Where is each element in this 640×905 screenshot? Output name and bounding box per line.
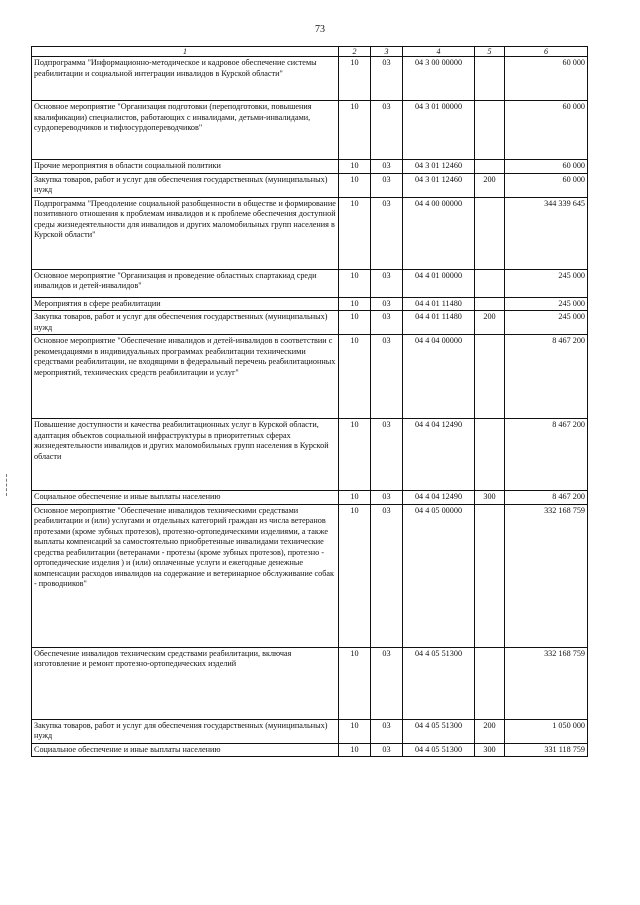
column-header: 3 (371, 47, 403, 57)
row-section: 10 (339, 57, 371, 101)
row-name: Основное мероприятие "Организация и проведение областных спартакиад среди инвалидов и детей-инвалидов" (32, 269, 339, 297)
row-amount: 344 339 645 (505, 197, 588, 269)
row-target-code: 04 3 01 12460 (403, 173, 475, 197)
row-section: 10 (339, 419, 371, 491)
row-expense-type: 300 (475, 491, 505, 505)
row-subsection: 03 (371, 504, 403, 647)
row-target-code: 04 4 01 00000 (403, 269, 475, 297)
row-amount: 332 168 759 (505, 647, 588, 719)
row-name: Прочие мероприятия в области социальной политики (32, 160, 339, 174)
row-expense-type (475, 160, 505, 174)
row-target-code: 04 4 01 11480 (403, 297, 475, 311)
row-target-code: 04 4 05 51300 (403, 719, 475, 743)
row-subsection: 03 (371, 311, 403, 335)
row-name: Мероприятия в сфере реабилитации (32, 297, 339, 311)
row-target-code: 04 4 00 00000 (403, 197, 475, 269)
row-amount: 60 000 (505, 160, 588, 174)
table-header-row (32, 47, 588, 57)
column-header: 5 (475, 47, 505, 57)
table-body (32, 57, 588, 757)
row-section: 10 (339, 197, 371, 269)
row-name: Социальное обеспечение и иные выплаты населению (32, 743, 339, 757)
row-amount: 245 000 (505, 311, 588, 335)
row-expense-type (475, 269, 505, 297)
row-amount: 8 467 200 (505, 419, 588, 491)
budget-table (31, 46, 588, 757)
table-row (32, 57, 588, 101)
column-header: 4 (403, 47, 475, 57)
row-name: Закупка товаров, работ и услуг для обеспечения государственных (муниципальных) нужд (32, 719, 339, 743)
row-subsection: 03 (371, 335, 403, 419)
row-name: Закупка товаров, работ и услуг для обеспечения государственных (муниципальных) нужд (32, 311, 339, 335)
row-section: 10 (339, 719, 371, 743)
table-row (32, 419, 588, 491)
row-target-code: 04 4 01 11480 (403, 311, 475, 335)
row-name: Подпрограмма "Преодоление социальной разобщенности в обществе и формирование позитивного отношения к проблемам инвалидов и к проблеме обеспечения доступной среды жизнедеятельности для инвалидов и других маломобильных групп населения в Курской области" (32, 197, 339, 269)
row-expense-type (475, 419, 505, 491)
row-subsection: 03 (371, 160, 403, 174)
row-amount: 245 000 (505, 269, 588, 297)
row-expense-type: 200 (475, 719, 505, 743)
row-name: Социальное обеспечение и иные выплаты населению (32, 491, 339, 505)
row-subsection: 03 (371, 297, 403, 311)
row-target-code: 04 3 01 12460 (403, 160, 475, 174)
table-row (32, 504, 588, 647)
row-section: 10 (339, 297, 371, 311)
row-target-code: 04 4 04 00000 (403, 335, 475, 419)
row-target-code: 04 4 05 51300 (403, 647, 475, 719)
table-row (32, 311, 588, 335)
row-expense-type (475, 57, 505, 101)
row-target-code: 04 4 04 12490 (403, 491, 475, 505)
table-row (32, 719, 588, 743)
row-name: Основное мероприятие "Организация подготовки (переподготовки, повышения квалификации) специалистов, работающих с инвалидами, детьми-инвалидами, сурдопереводчиков и тифлосурдопереводчиков" (32, 101, 339, 160)
table-row (32, 491, 588, 505)
row-section: 10 (339, 101, 371, 160)
page-number: 73 (315, 24, 325, 35)
row-section: 10 (339, 311, 371, 335)
column-header: 6 (505, 47, 588, 57)
row-expense-type (475, 647, 505, 719)
row-expense-type (475, 197, 505, 269)
row-amount: 60 000 (505, 101, 588, 160)
row-subsection: 03 (371, 743, 403, 757)
row-subsection: 03 (371, 491, 403, 505)
row-subsection: 03 (371, 419, 403, 491)
row-target-code: 04 3 00 00000 (403, 57, 475, 101)
row-expense-type (475, 101, 505, 160)
column-header: 2 (339, 47, 371, 57)
row-subsection: 03 (371, 101, 403, 160)
row-name: Основное мероприятие "Обеспечение инвалидов техническими средствами реабилитации и (или) услугами и отдельных категорий граждан из числа ветеранов протезами (кроме зубных протезов), протезно-ортопедическими изделиями, а также выплаты компенсаций за самостоятельно приобретенные инвалидами технические средства реабилитации (ветеранами - протезы (кроме зубных протезов), протезно - ортопедические изделия ) и (или) оплаченные услуги и ежегодные денежные компенсации расходов инвалидов на содержание и ветеринарное обслуживание собак - проводников" (32, 504, 339, 647)
row-expense-type: 200 (475, 173, 505, 197)
row-target-code: 04 3 01 00000 (403, 101, 475, 160)
row-section: 10 (339, 743, 371, 757)
row-target-code: 04 4 05 51300 (403, 743, 475, 757)
row-amount: 331 118 759 (505, 743, 588, 757)
row-target-code: 04 4 04 12490 (403, 419, 475, 491)
row-expense-type (475, 335, 505, 419)
row-name: Закупка товаров, работ и услуг для обеспечения государственных (муниципальных) нужд (32, 173, 339, 197)
row-subsection: 03 (371, 647, 403, 719)
row-subsection: 03 (371, 173, 403, 197)
row-subsection: 03 (371, 57, 403, 101)
row-expense-type (475, 297, 505, 311)
row-amount: 8 467 200 (505, 335, 588, 419)
table-row (32, 297, 588, 311)
row-amount: 332 168 759 (505, 504, 588, 647)
row-amount: 8 467 200 (505, 491, 588, 505)
row-section: 10 (339, 160, 371, 174)
row-amount: 245 000 (505, 297, 588, 311)
row-section: 10 (339, 491, 371, 505)
row-section: 10 (339, 647, 371, 719)
row-subsection: 03 (371, 269, 403, 297)
table-row (32, 173, 588, 197)
table-row (32, 743, 588, 757)
row-name: Подпрограмма "Информационно-методическое и кадровое обеспечение системы реабилитации и социальной интеграции инвалидов в Курской области" (32, 57, 339, 101)
row-amount: 1 050 000 (505, 719, 588, 743)
row-section: 10 (339, 504, 371, 647)
table-row (32, 160, 588, 174)
row-expense-type: 300 (475, 743, 505, 757)
row-name: Обеспечение инвалидов техническим средствами реабилитации, включая изготовление и ремонт протезно-ортопедических изделий (32, 647, 339, 719)
row-expense-type: 200 (475, 311, 505, 335)
table-row (32, 647, 588, 719)
table-row (32, 335, 588, 419)
row-amount: 60 000 (505, 173, 588, 197)
row-section: 10 (339, 269, 371, 297)
row-section: 10 (339, 335, 371, 419)
table-row (32, 197, 588, 269)
row-subsection: 03 (371, 719, 403, 743)
row-amount: 60 000 (505, 57, 588, 101)
margin-mark (6, 474, 8, 496)
row-section: 10 (339, 173, 371, 197)
row-name: Основное мероприятие "Обеспечение инвалидов и детей-инвалидов в соответствии с рекомендациями в индивидуальных программах реабилитации техническими средствами реабилитации, не входящими в федеральный перечень реабилитационных мероприятий, технических средств реабилитации и услуг" (32, 335, 339, 419)
row-name: Повышение доступности и качества реабилитационных услуг в Курской области, адаптация объектов социальной инфраструктуры в приоритетных сферах жизнедеятельности инвалидов и других маломобильных групп населения в Курской области (32, 419, 339, 491)
row-expense-type (475, 504, 505, 647)
table-row (32, 269, 588, 297)
row-target-code: 04 4 05 00000 (403, 504, 475, 647)
row-subsection: 03 (371, 197, 403, 269)
column-header: 1 (32, 47, 339, 57)
table-row (32, 101, 588, 160)
